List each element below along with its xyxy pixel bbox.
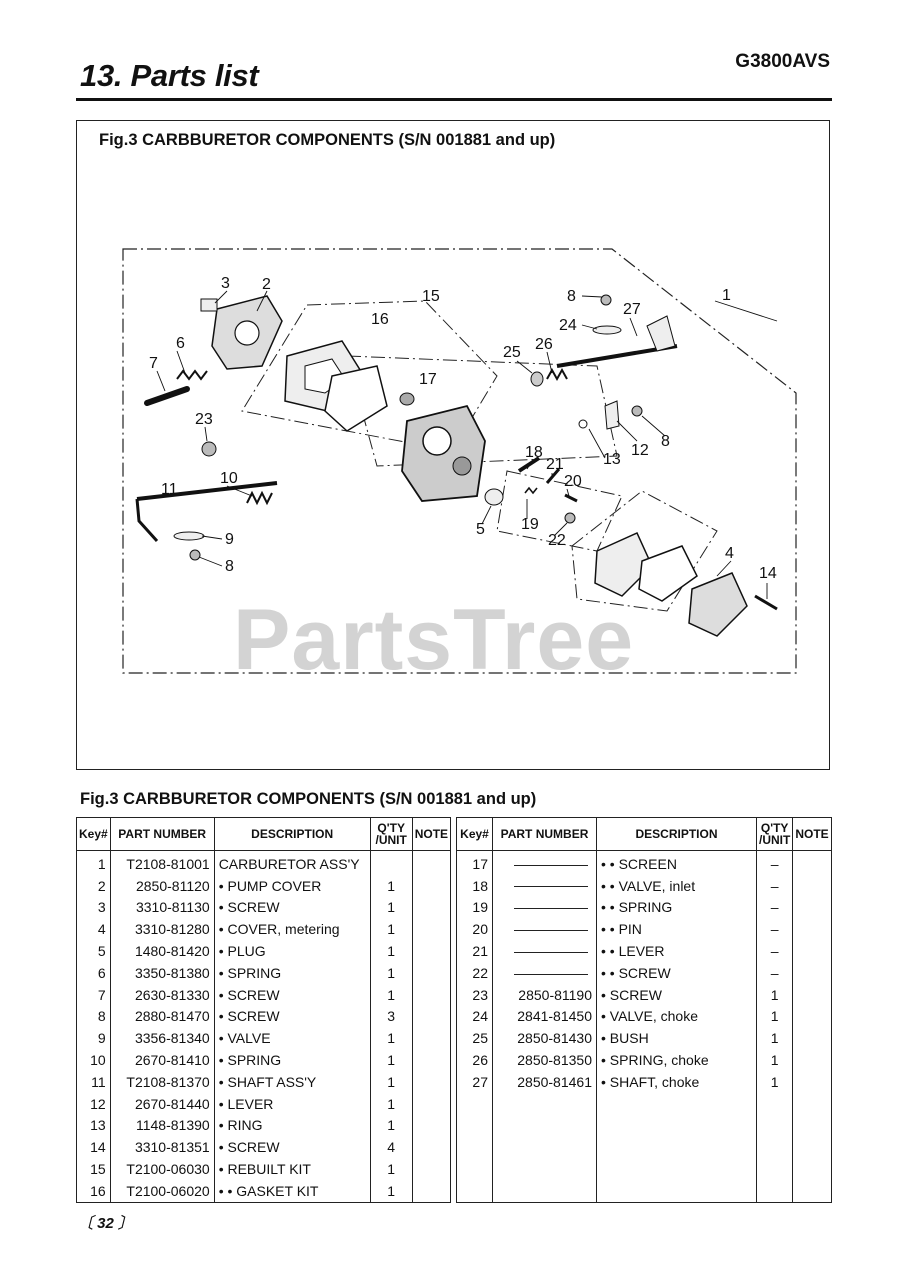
header-qty: Q'TY /UNIT <box>757 818 793 851</box>
parts-table-right <box>456 817 832 1203</box>
callout-26: 26 <box>535 336 553 353</box>
part-plug-5 <box>485 489 503 505</box>
header-key: Key# <box>457 818 493 851</box>
callout-4: 4 <box>725 545 734 562</box>
note-cell <box>793 1049 831 1071</box>
part-screw-22 <box>565 513 575 523</box>
part-ring-13 <box>579 420 587 428</box>
description-cell <box>597 1158 757 1180</box>
key-cell <box>457 1093 493 1115</box>
blank-part-number-line <box>514 952 588 953</box>
description-cell: • SPRING <box>214 962 370 984</box>
key-cell: 26 <box>457 1049 493 1071</box>
part-number-cell: 2850-81190 <box>493 984 597 1006</box>
table-header-row <box>77 818 451 851</box>
key-cell: 19 <box>457 897 493 919</box>
qty-cell <box>757 1180 793 1202</box>
note-cell <box>793 1115 831 1137</box>
callout-23: 23 <box>195 411 213 428</box>
part-carburetor-bore <box>423 427 451 455</box>
part-number-cell: 3310-81351 <box>110 1136 214 1158</box>
description-cell <box>597 1115 757 1137</box>
key-cell: 13 <box>77 1115 111 1137</box>
qty-cell <box>757 1093 793 1115</box>
part-throttle-shaft-11 <box>137 483 277 499</box>
qty-cell: 1 <box>757 1071 793 1093</box>
qty-cell: – <box>757 918 793 940</box>
note-cell <box>793 875 831 897</box>
header-key: Key# <box>77 818 111 851</box>
description-cell: • • SPRING <box>597 897 757 919</box>
note-cell <box>412 1049 450 1071</box>
part-screw-3 <box>201 299 217 311</box>
description-cell: • PUMP COVER <box>214 875 370 897</box>
table-row <box>77 1180 451 1202</box>
qty-cell: 1 <box>757 1049 793 1071</box>
table-row <box>457 897 832 919</box>
note-cell <box>793 1158 831 1180</box>
description-cell: • • PIN <box>597 918 757 940</box>
description-cell: • SHAFT ASS'Y <box>214 1071 370 1093</box>
blank-part-number-line <box>514 865 588 866</box>
note-cell <box>793 1071 831 1093</box>
description-cell <box>597 1136 757 1158</box>
table-row <box>77 984 451 1006</box>
qty-cell: 1 <box>370 1027 412 1049</box>
description-cell: • SCREW <box>214 1006 370 1028</box>
table-row <box>77 1006 451 1028</box>
table-row <box>457 1027 832 1049</box>
note-cell <box>793 851 831 875</box>
table-row <box>457 1180 832 1202</box>
table-row <box>77 1049 451 1071</box>
qty-cell <box>757 1158 793 1180</box>
qty-cell: 1 <box>757 984 793 1006</box>
key-cell: 16 <box>77 1180 111 1202</box>
callout-27: 27 <box>623 301 641 318</box>
note-cell <box>793 897 831 919</box>
qty-cell: – <box>757 851 793 875</box>
qty-cell <box>757 1136 793 1158</box>
part-spring-6 <box>177 371 207 379</box>
part-choke-valve-24 <box>593 326 621 334</box>
part-number-cell <box>493 1158 597 1180</box>
callout-2: 2 <box>262 276 271 293</box>
note-cell <box>412 918 450 940</box>
note-cell <box>412 940 450 962</box>
part-screw-14 <box>755 596 777 609</box>
note-cell <box>412 1136 450 1158</box>
qty-cell: 1 <box>370 1180 412 1202</box>
description-cell: • SPRING, choke <box>597 1049 757 1071</box>
part-metering-cover-4 <box>689 573 747 636</box>
key-cell: 17 <box>457 851 493 875</box>
callout-8-upper: 8 <box>567 288 576 305</box>
part-number-cell: T2108-81001 <box>110 851 214 875</box>
part-number-cell: 2850-81461 <box>493 1071 597 1093</box>
blank-part-number-line <box>514 886 588 887</box>
qty-cell: 1 <box>370 1049 412 1071</box>
part-number-cell <box>493 875 597 897</box>
key-cell <box>457 1180 493 1202</box>
part-number-cell: T2108-81370 <box>110 1071 214 1093</box>
note-cell <box>793 1180 831 1202</box>
part-number-cell <box>493 897 597 919</box>
description-cell: • SCREW <box>214 897 370 919</box>
part-pin-20 <box>565 495 577 501</box>
table-row <box>77 1136 451 1158</box>
description-cell: • LEVER <box>214 1093 370 1115</box>
key-cell: 1 <box>77 851 111 875</box>
qty-cell <box>757 1115 793 1137</box>
callout-18: 18 <box>525 444 543 461</box>
description-cell: • RING <box>214 1115 370 1137</box>
qty-cell: 1 <box>757 1027 793 1049</box>
callout-9: 9 <box>225 531 234 548</box>
part-number-cell <box>493 1136 597 1158</box>
description-cell: • VALVE, choke <box>597 1006 757 1028</box>
header-description: DESCRIPTION <box>597 818 757 851</box>
key-cell <box>457 1158 493 1180</box>
description-cell: • COVER, metering <box>214 918 370 940</box>
qty-cell: – <box>757 897 793 919</box>
qty-cell: 1 <box>370 918 412 940</box>
callout-12: 12 <box>631 442 649 459</box>
qty-cell: 1 <box>370 962 412 984</box>
part-lever-12 <box>605 401 619 429</box>
note-cell <box>412 1158 450 1180</box>
qty-cell: 1 <box>370 1158 412 1180</box>
table-row <box>457 940 832 962</box>
key-cell: 7 <box>77 984 111 1006</box>
part-pump-cover-hole <box>235 321 259 345</box>
table-row <box>457 962 832 984</box>
description-cell: • • SCREEN <box>597 851 757 875</box>
callout-8-lower: 8 <box>225 558 234 575</box>
table-row <box>457 1006 832 1028</box>
blank-part-number-line <box>514 908 588 909</box>
callout-14: 14 <box>759 565 777 582</box>
table-row <box>457 1071 832 1093</box>
key-cell: 2 <box>77 875 111 897</box>
qty-cell <box>370 851 412 875</box>
table-caption: Fig.3 CARBBURETOR COMPONENTS (S/N 001881 and up) <box>80 790 537 808</box>
note-cell <box>793 962 831 984</box>
description-cell: • • VALVE, inlet <box>597 875 757 897</box>
key-cell: 6 <box>77 962 111 984</box>
part-number-cell: 2880-81470 <box>110 1006 214 1028</box>
part-diaphragm-15 <box>325 366 387 431</box>
key-cell <box>457 1115 493 1137</box>
table-row <box>77 962 451 984</box>
key-cell: 23 <box>457 984 493 1006</box>
part-number-cell: 2850-81120 <box>110 875 214 897</box>
part-screw-8-upper <box>601 295 611 305</box>
model-number: G3800AVS <box>735 51 830 72</box>
callout-22: 22 <box>548 532 566 549</box>
part-screw-8-lower <box>190 550 200 560</box>
key-cell: 5 <box>77 940 111 962</box>
table-row <box>77 1115 451 1137</box>
part-number-cell: 3350-81380 <box>110 962 214 984</box>
part-metering-diaphragm <box>639 546 697 601</box>
note-cell <box>412 1071 450 1093</box>
key-cell: 10 <box>77 1049 111 1071</box>
part-number-cell: 2670-81410 <box>110 1049 214 1071</box>
part-number-cell: 2850-81350 <box>493 1049 597 1071</box>
description-cell: • SPRING <box>214 1049 370 1071</box>
part-number-cell: 1480-81420 <box>110 940 214 962</box>
qty-cell: 1 <box>370 897 412 919</box>
table-row <box>457 918 832 940</box>
note-cell <box>793 918 831 940</box>
key-cell: 20 <box>457 918 493 940</box>
qty-cell: – <box>757 940 793 962</box>
note-cell <box>412 984 450 1006</box>
table-row <box>457 1136 832 1158</box>
callout-15: 15 <box>422 288 440 305</box>
key-cell: 14 <box>77 1136 111 1158</box>
description-cell: • • LEVER <box>597 940 757 962</box>
note-cell <box>793 1093 831 1115</box>
part-number-cell <box>493 1115 597 1137</box>
table-row <box>457 984 832 1006</box>
parts-table-left <box>76 817 451 1203</box>
table-row <box>77 1027 451 1049</box>
part-throttle-lever <box>137 499 157 541</box>
callout-10: 10 <box>220 470 238 487</box>
part-spring-10 <box>247 493 272 503</box>
header-qty: Q'TY /UNIT <box>370 818 412 851</box>
note-cell <box>412 1006 450 1028</box>
note-cell <box>412 1093 450 1115</box>
qty-cell: 1 <box>370 1093 412 1115</box>
table-row <box>457 1049 832 1071</box>
table-row <box>77 940 451 962</box>
callout-1: 1 <box>722 287 731 304</box>
part-number-cell <box>493 940 597 962</box>
part-number-cell: T2100-06030 <box>110 1158 214 1180</box>
description-cell: • • SCREW <box>597 962 757 984</box>
key-cell: 21 <box>457 940 493 962</box>
part-number-cell: 2670-81440 <box>110 1093 214 1115</box>
qty-cell: 1 <box>757 1006 793 1028</box>
callout-24: 24 <box>559 317 577 334</box>
callout-11: 11 <box>161 481 178 498</box>
qty-cell: 1 <box>370 1071 412 1093</box>
section-title: 13. Parts list <box>80 58 259 93</box>
description-cell <box>597 1093 757 1115</box>
header-part-number: PART NUMBER <box>493 818 597 851</box>
callout-16: 16 <box>371 311 389 328</box>
header-note: NOTE <box>793 818 831 851</box>
part-number-cell: 3310-81130 <box>110 897 214 919</box>
table-header-row <box>457 818 832 851</box>
note-cell <box>412 875 450 897</box>
callout-8-mid: 8 <box>661 433 670 450</box>
qty-cell: 1 <box>370 940 412 962</box>
note-cell <box>412 851 450 875</box>
callout-19: 19 <box>521 516 539 533</box>
part-spring-19 <box>525 488 537 493</box>
note-cell <box>793 984 831 1006</box>
header-part-number: PART NUMBER <box>110 818 214 851</box>
key-cell: 12 <box>77 1093 111 1115</box>
part-screen-17 <box>400 393 414 405</box>
part-number-cell: T2100-06020 <box>110 1180 214 1202</box>
key-cell: 8 <box>77 1006 111 1028</box>
note-cell <box>412 1115 450 1137</box>
qty-cell: – <box>757 875 793 897</box>
watermark: PartsTree <box>233 592 635 688</box>
key-cell: 27 <box>457 1071 493 1093</box>
table-row <box>457 1093 832 1115</box>
callout-3: 3 <box>221 275 230 292</box>
table-row <box>77 1158 451 1180</box>
key-cell: 3 <box>77 897 111 919</box>
qty-cell: 1 <box>370 1115 412 1137</box>
note-cell <box>793 1006 831 1028</box>
blank-part-number-line <box>514 974 588 975</box>
table-row <box>457 1115 832 1137</box>
figure-caption: Fig.3 CARBBURETOR COMPONENTS (S/N 001881 and up) <box>99 131 556 149</box>
part-number-cell <box>493 851 597 875</box>
description-cell: CARBURETOR ASS'Y <box>214 851 370 875</box>
callout-7: 7 <box>149 355 158 372</box>
qty-cell: 4 <box>370 1136 412 1158</box>
key-cell: 15 <box>77 1158 111 1180</box>
note-cell <box>412 1180 450 1202</box>
callout-25: 25 <box>503 344 521 361</box>
key-cell: 11 <box>77 1071 111 1093</box>
note-cell <box>793 1027 831 1049</box>
note-cell <box>412 897 450 919</box>
part-number-cell: 2850-81430 <box>493 1027 597 1049</box>
note-cell <box>793 940 831 962</box>
description-cell: • BUSH <box>597 1027 757 1049</box>
table-row <box>77 875 451 897</box>
part-choke-lever <box>647 316 675 351</box>
table-row <box>457 875 832 897</box>
note-cell <box>412 962 450 984</box>
callout-20: 20 <box>564 473 582 490</box>
description-cell <box>597 1180 757 1202</box>
note-cell <box>793 1136 831 1158</box>
key-cell: 18 <box>457 875 493 897</box>
figure-frame <box>76 120 830 770</box>
qty-cell: 1 <box>370 984 412 1006</box>
part-bush-25 <box>531 372 543 386</box>
callout-5: 5 <box>476 521 485 538</box>
description-cell: • SCREW <box>597 984 757 1006</box>
part-number-cell: 1148-81390 <box>110 1115 214 1137</box>
table-row <box>77 897 451 919</box>
key-cell <box>457 1136 493 1158</box>
key-cell: 4 <box>77 918 111 940</box>
part-spring-26 <box>547 370 567 379</box>
description-cell: • VALVE <box>214 1027 370 1049</box>
part-screw-23 <box>202 442 216 456</box>
description-cell: • SCREW <box>214 984 370 1006</box>
part-number-cell: 3356-81340 <box>110 1027 214 1049</box>
part-number-cell: 2630-81330 <box>110 984 214 1006</box>
part-number-cell <box>493 1180 597 1202</box>
key-cell: 22 <box>457 962 493 984</box>
description-cell: • REBUILT KIT <box>214 1158 370 1180</box>
part-number-cell <box>493 962 597 984</box>
header-rule <box>76 98 832 101</box>
table-row <box>77 918 451 940</box>
key-cell: 9 <box>77 1027 111 1049</box>
callout-21: 21 <box>546 456 564 473</box>
table-row <box>77 851 451 875</box>
part-valve-9 <box>174 532 204 540</box>
callout-13: 13 <box>603 451 621 468</box>
description-cell: • SHAFT, choke <box>597 1071 757 1093</box>
note-cell <box>412 1027 450 1049</box>
part-carburetor-port <box>453 457 471 475</box>
blank-part-number-line <box>514 930 588 931</box>
part-screw-8-mid <box>632 406 642 416</box>
callout-17: 17 <box>419 371 437 388</box>
part-number-cell: 2841-81450 <box>493 1006 597 1028</box>
qty-cell: – <box>757 962 793 984</box>
description-cell: • PLUG <box>214 940 370 962</box>
part-number-cell: 3310-81280 <box>110 918 214 940</box>
header-note: NOTE <box>412 818 450 851</box>
key-cell: 25 <box>457 1027 493 1049</box>
qty-cell: 1 <box>370 875 412 897</box>
key-cell: 24 <box>457 1006 493 1028</box>
table-row <box>457 851 832 875</box>
qty-cell: 3 <box>370 1006 412 1028</box>
table-row <box>77 1093 451 1115</box>
callout-6: 6 <box>176 335 185 352</box>
part-screw-7 <box>147 389 187 403</box>
page-number: 〔 32 〕 <box>78 1215 134 1232</box>
description-cell: • • GASKET KIT <box>214 1180 370 1202</box>
table-row <box>77 1071 451 1093</box>
header-description: DESCRIPTION <box>214 818 370 851</box>
part-number-cell <box>493 918 597 940</box>
table-row <box>457 1158 832 1180</box>
description-cell: • SCREW <box>214 1136 370 1158</box>
part-number-cell <box>493 1093 597 1115</box>
